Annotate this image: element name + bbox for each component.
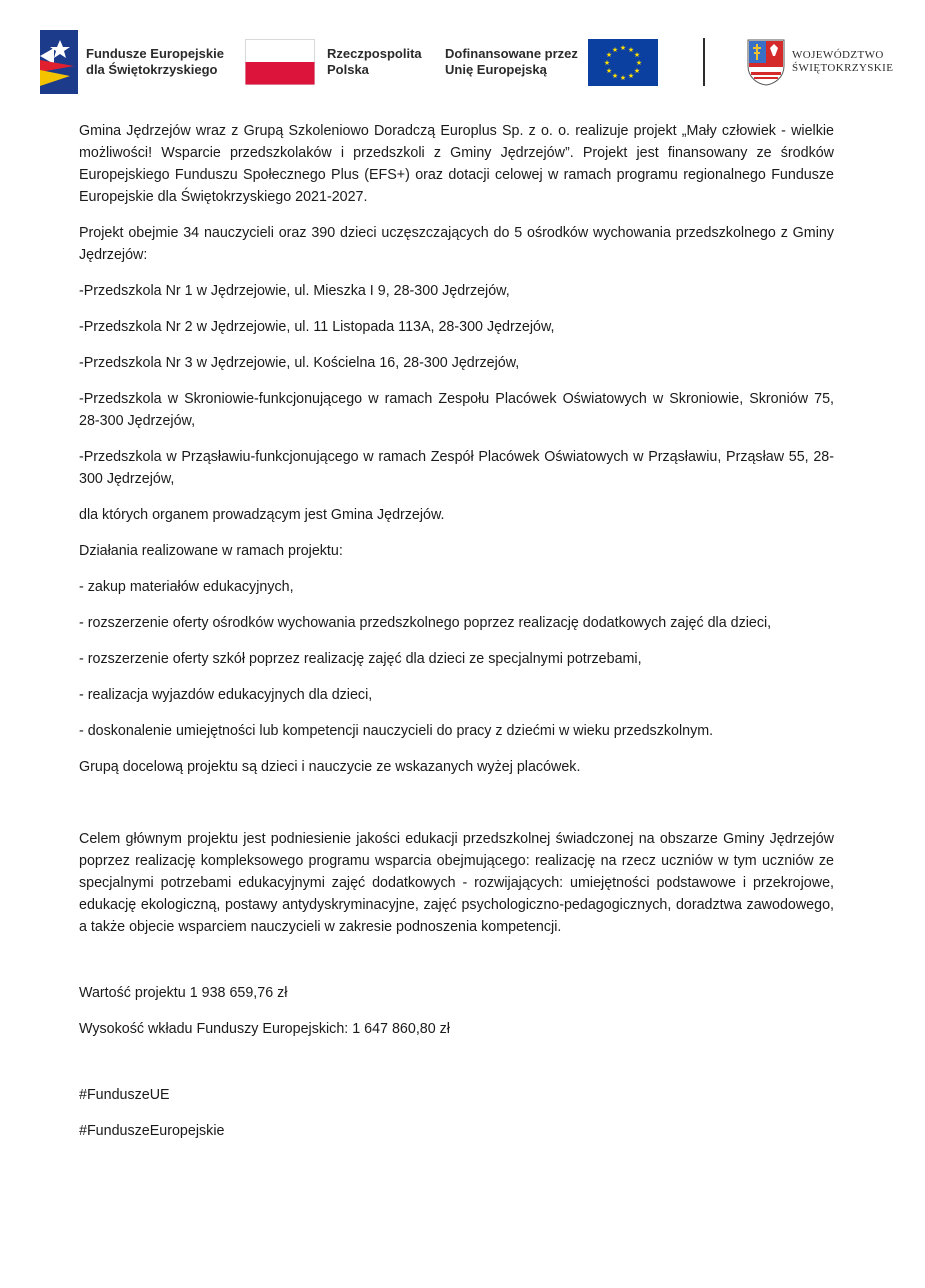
document-body bbox=[79, 120, 834, 1156]
action-item: - doskonalenie umiejętności lub kompetencji nauczycieli do pracy z dziećmi w wieku przedszkolnym. bbox=[79, 723, 714, 739]
svg-text:★: ★ bbox=[611, 71, 619, 80]
goal-paragraph: Celem głównym projektu jest podniesienie jakości edukacji przedszkolnej świadczonej na obszarze Gminy Jędrzejów poprzez realizację kompleksowego programu wsparcia obejmującego: realizację na rzecz uczniów w tym uczniów ze specjalnymi potrzebami edukacyjnymi zajęć dodatkowych - rozwijających: umiejętności podstawowe i przekrojowe, edukację ekologiczną, postawy antydyskryminacyjne, zajęć psychologiczno-pedagogicznych, doradztwa zawodowego, a także objecie wsparciem nauczycieli w zakresie podnoszenia kompetencji. bbox=[79, 831, 834, 935]
svg-text:★: ★ bbox=[605, 50, 613, 59]
logo-separator bbox=[703, 38, 705, 86]
organ-paragraph: dla których organem prowadzącym jest Gmina Jędrzejów. bbox=[79, 507, 445, 523]
rp-logo-line2: Polska bbox=[327, 62, 369, 77]
eu-contribution: Wysokość wkładu Funduszy Europejskich: 1 647 860,80 zł bbox=[79, 1021, 450, 1037]
svg-text:★: ★ bbox=[611, 45, 619, 54]
target-paragraph: Grupą docelową projektu są dzieci i nauczycie ze wskazanych wyżej placówek. bbox=[79, 759, 581, 775]
rp-logo-text bbox=[327, 46, 422, 78]
svg-text:★: ★ bbox=[619, 43, 627, 52]
fe-star-icon bbox=[40, 30, 78, 94]
action-item: - rozszerzenie oferty szkół poprzez realizację zajęć dla dzieci ze specjalnymi potrzebami, bbox=[79, 651, 642, 667]
svg-text:★: ★ bbox=[619, 73, 627, 82]
svg-text:★: ★ bbox=[627, 71, 635, 80]
ue-logo-text bbox=[445, 46, 578, 78]
action-item: - rozszerzenie oferty ośrodków wychowania przedszkolnego poprzez realizację dodatkowych zajęć dla dzieci, bbox=[79, 615, 772, 631]
svg-text:★: ★ bbox=[635, 58, 643, 67]
ws-logo-line2: ŚWIĘTOKRZYSKIE bbox=[792, 62, 894, 74]
svg-text:★: ★ bbox=[605, 66, 613, 75]
school-item: -Przedszkola w Skroniowie-funkcjonującego w ramach Zespołu Placówek Oświatowych w Skroniowie, Skroniów 75, 28-300 Jędrzejów, bbox=[79, 391, 834, 429]
actions-title: Działania realizowane w ramach projektu: bbox=[79, 543, 343, 559]
eu-cofinanced-logo bbox=[445, 26, 658, 98]
rp-logo-line1: Rzeczpospolita bbox=[327, 46, 422, 61]
fe-logo-line2: dla Świętokrzyskiego bbox=[86, 62, 218, 77]
rzeczpospolita-logo bbox=[245, 26, 422, 98]
svg-text:★: ★ bbox=[633, 50, 641, 59]
intro-paragraph: Gmina Jędrzejów wraz z Grupą Szkoleniowo Doradczą Europlus Sp. z o. o. realizuje projekt „Mały człowiek - wielkie możliwości! Wsparcie przedszkolaków i przedszkoli z Gminy Jędrzejów”. Projekt jest finansowany ze środków Europejskiego Funduszu Społecznego Plus (EFS+) oraz dotacji celowej w ramach programu regionalnego Fundusze Europejskie dla Świętokrzyskiego 2021-2027. bbox=[79, 123, 834, 205]
fundusze-europejskie-logo bbox=[40, 26, 224, 98]
hashtag: #FunduszeEuropejskie bbox=[79, 1123, 225, 1139]
svg-text:★: ★ bbox=[603, 58, 611, 67]
ws-logo-line1: WOJEWÓDZTWO bbox=[792, 49, 884, 61]
coat-of-arms-icon bbox=[746, 38, 786, 86]
ue-logo-line2: Unię Europejską bbox=[445, 62, 547, 77]
school-item: -Przedszkola Nr 3 w Jędrzejowie, ul. Kościelna 16, 28-300 Jędrzejów, bbox=[79, 355, 520, 371]
ws-logo-text bbox=[792, 49, 893, 75]
action-item: - realizacja wyjazdów edukacyjnych dla dzieci, bbox=[79, 687, 373, 703]
school-item: -Przedszkola Nr 2 w Jędrzejowie, ul. 11 Listopada 113A, 28-300 Jędrzejów, bbox=[79, 319, 555, 335]
ue-logo-line1: Dofinansowane przez bbox=[445, 46, 578, 61]
logo-bar bbox=[40, 26, 900, 98]
school-item: -Przedszkola w Prząsławiu-funkcjonującego w ramach Zespół Placówek Oświatowych w Prząsławiu, Prząsław 55, 28-300 Jędrzejów, bbox=[79, 449, 834, 487]
svg-text:★: ★ bbox=[627, 45, 635, 54]
svg-text:★: ★ bbox=[633, 66, 641, 75]
hashtag: #FunduszeUE bbox=[79, 1087, 170, 1103]
school-item: -Przedszkola Nr 1 w Jędrzejowie, ul. Mieszka I 9, 28-300 Jędrzejów, bbox=[79, 283, 510, 299]
fe-logo-line1: Fundusze Europejskie bbox=[86, 46, 224, 61]
eu-flag-icon bbox=[588, 39, 658, 86]
fe-logo-text bbox=[86, 46, 224, 78]
project-value: Wartość projektu 1 938 659,76 zł bbox=[79, 985, 288, 1001]
wojewodztwo-swietokrzyskie-logo bbox=[746, 26, 893, 98]
scope-paragraph: Projekt obejmie 34 nauczycieli oraz 390 dzieci uczęszczających do 5 ośrodków wychowania przedszkolnego z Gminy Jędrzejów: bbox=[79, 225, 834, 263]
action-item: - zakup materiałów edukacyjnych, bbox=[79, 579, 294, 595]
polish-flag-icon bbox=[245, 39, 315, 85]
